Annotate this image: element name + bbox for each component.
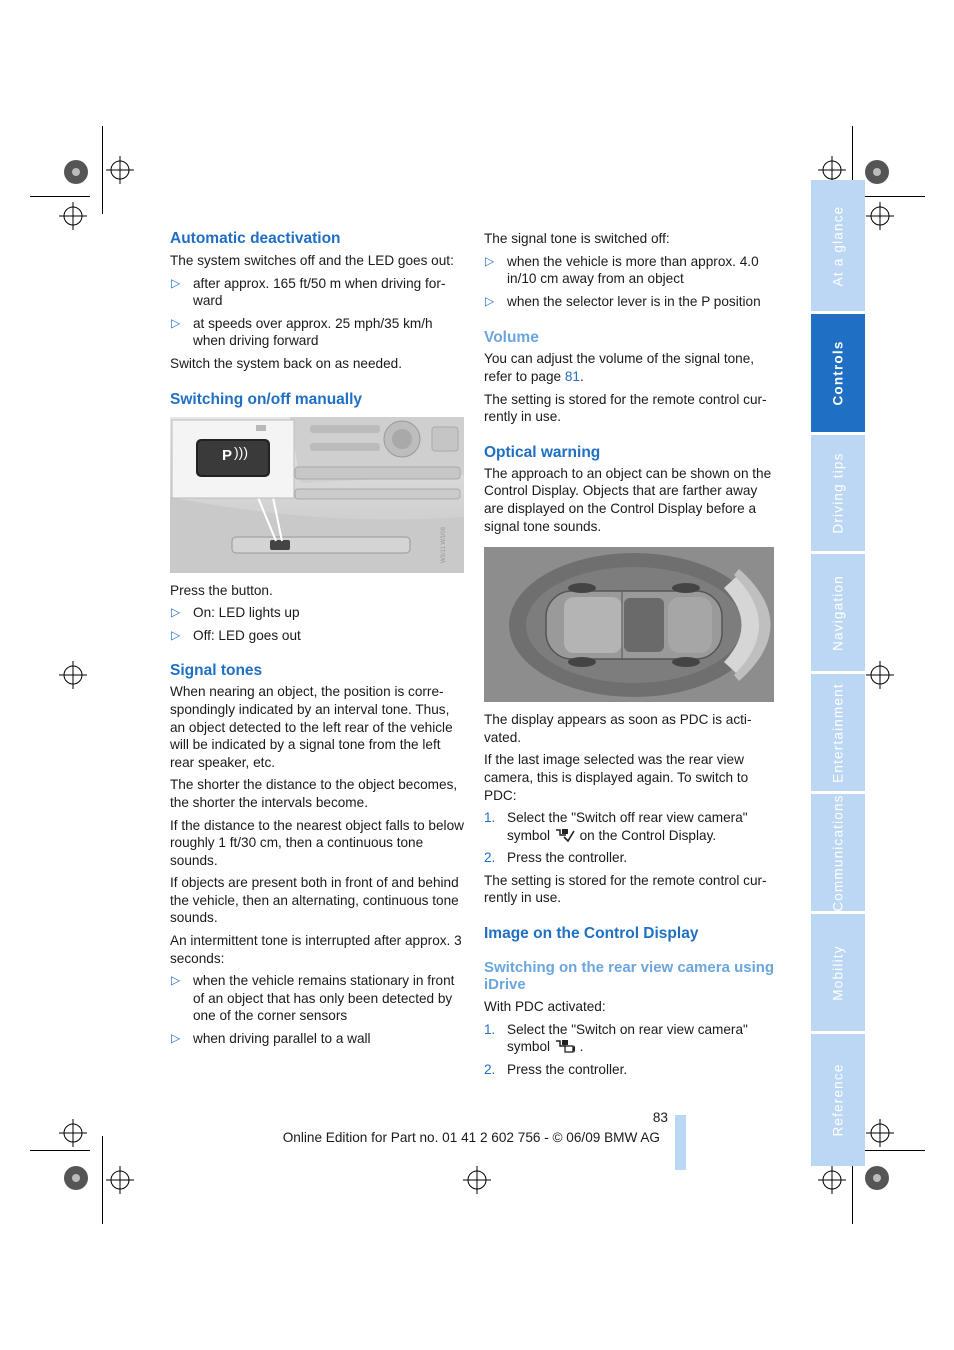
pdc-waves-icon: )))	[234, 443, 248, 460]
automatic-deactivation-heading: Automatic deactivation	[170, 230, 341, 247]
auto-deact-outro: Switch the system back on as needed.	[170, 355, 402, 371]
list-item: ▷ at speeds over approx. 25 mph/35 km/h when driving forward	[171, 315, 433, 349]
footer-text: Online Edition for Part no. 01 41 2 602 756 - © 06/09 BMW AG	[282, 1130, 660, 1145]
tab-at-a-glance[interactable]: At a glance	[811, 180, 865, 311]
pdc-display-drawing	[484, 547, 774, 702]
image-code: W9/11 W3/08	[441, 526, 447, 563]
console-drawing	[170, 417, 464, 573]
page-marker-bar	[675, 1115, 686, 1170]
pdc-button-label: P	[222, 446, 233, 464]
bullet-triangle-icon: ▷	[171, 627, 181, 642]
optical-p2: The display appears as soon as PDC is activated.	[484, 712, 752, 745]
list-item: 2. Press the controller.	[484, 850, 628, 866]
tab-entertainment[interactable]: Entertainment	[811, 674, 865, 791]
rear-camera-on-icon	[554, 1038, 576, 1054]
tab-communications[interactable]: Communications	[811, 794, 865, 911]
list-item: 1. Select the "Switch on rear view camera" symbol .	[484, 1021, 748, 1055]
volume-p2: The setting is stored for the remote control currently in use.	[484, 391, 767, 425]
optical-p4: The setting is stored for the remote control currently in use.	[484, 872, 767, 906]
bullet-triangle-icon: ▷	[171, 605, 181, 620]
signal-p1: When nearing an object, the position is correspondingly indicated by an interval tone. Thus, an object detected to the left rear of the vehicle will be indicated by a signal tone from the left rear speaker, etc.	[170, 684, 453, 770]
bullet-triangle-icon: ▷	[485, 253, 495, 268]
signal-p2: The shorter the distance to the object becomes, the shorter the intervals become.	[170, 777, 458, 810]
auto-deact-intro: The system switches off and the LED goes out:	[170, 253, 454, 268]
rear-camera-off-icon	[554, 827, 576, 843]
switching-heading: Switching on/off manually	[170, 390, 363, 408]
list-item: ▷ when the selector lever is in the P position	[485, 293, 761, 309]
signal-tones-heading: Signal tones	[170, 662, 263, 680]
image-display-heading: Image on the Control Display	[484, 925, 699, 943]
volume-heading: Volume	[484, 329, 539, 347]
list-item: ▷ when the vehicle remains stationary in front of an object that has only been detected by one of the corner sensors	[171, 973, 455, 1024]
tab-navigation[interactable]: Navigation	[811, 554, 865, 671]
tab-mobility[interactable]: Mobility	[811, 914, 865, 1031]
pdc-display-illustration	[484, 547, 774, 702]
right-column	[484, 229, 778, 1078]
signal-p3: If the distance to the nearest object falls to below roughly 1 ft/30 cm, then a continuous tone sounds.	[170, 817, 464, 868]
list-item: 1. Select the "Switch off rear view camera" symbol on the Control Display.	[484, 810, 748, 843]
tab-controls[interactable]: Controls	[811, 314, 865, 432]
bullet-triangle-icon: ▷	[171, 315, 181, 330]
image-p1: With PDC activated:	[484, 999, 606, 1015]
bullet-triangle-icon: ▷	[171, 973, 181, 988]
list-item: ▷ when driving parallel to a wall	[171, 1031, 371, 1047]
rear-camera-subheading: Switching on the rear view camera using iDrive	[484, 959, 775, 994]
page-number: 83	[652, 1110, 668, 1125]
bullet-triangle-icon: ▷	[485, 293, 495, 308]
list-item: ▷ Off: LED goes out	[171, 627, 301, 643]
pdc-button-illustration	[170, 417, 464, 573]
bullet-triangle-icon: ▷	[171, 275, 181, 290]
left-column	[170, 229, 464, 1048]
list-item: ▷ when the vehicle is more than approx. 4.0 in/10 cm away from an object	[485, 253, 759, 287]
list-item: ▷ after approx. 165 ft/50 m when driving forward	[171, 275, 446, 309]
optical-p3: If the last image selected was the rear view camera, this is displayed again. To switch to PDC:	[484, 752, 749, 803]
list-item: 2. Press the controller.	[484, 1061, 628, 1077]
tab-driving-tips[interactable]: Driving tips	[811, 435, 865, 551]
off-intro: The signal tone is switched off:	[484, 231, 670, 246]
tab-reference[interactable]: Reference	[811, 1034, 865, 1166]
signal-p4: If objects are present both in front of and behind the vehicle, then an alternating, continuous tone sounds.	[170, 875, 459, 926]
optical-warning-heading: Optical warning	[484, 443, 601, 461]
bullet-triangle-icon: ▷	[171, 1031, 181, 1046]
signal-p5: An intermittent tone is interrupted after approx. 3 seconds:	[170, 933, 462, 966]
optical-p1: The approach to an object can be shown on the Control Display. Objects that are farther away are displayed on the Control Display before a signal tone sounds.	[484, 465, 772, 534]
press-button-text: Press the button.	[170, 582, 273, 598]
volume-p1: You can adjust the volume of the signal tone, refer to page 81.	[484, 351, 755, 384]
list-item: ▷ On: LED lights up	[171, 605, 300, 621]
page-link[interactable]: 81	[564, 368, 580, 384]
